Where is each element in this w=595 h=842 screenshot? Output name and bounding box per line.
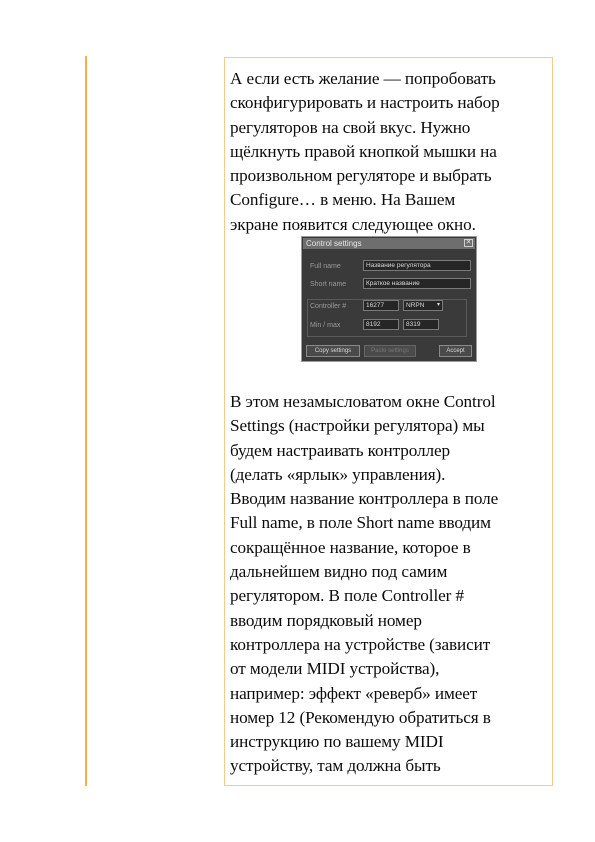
short-name-label: Short name [310, 281, 347, 288]
controller-number-label: Controller # [310, 303, 347, 310]
text-line: например: эффект «реверб» имеет [230, 683, 478, 703]
text-line: регулятором. В поле Controller # [230, 586, 464, 606]
text-line: щёлкнуть правой кнопкой мышки на [230, 141, 497, 161]
controller-type-value: NRPN [406, 302, 425, 309]
copy-settings-button[interactable]: Copy settings [306, 345, 360, 357]
text-line: Settings (настройки регулятора) мы [230, 416, 485, 436]
text-line: сокращённое название, которое в [230, 537, 471, 557]
text-line: Configure… в меню. На Вашем [230, 190, 456, 210]
max-value-field[interactable]: 8319 [403, 319, 439, 330]
text-line: Вводим название контроллера в поле [230, 489, 499, 509]
min-max-label: Min / max [310, 322, 341, 329]
text-line: Full name, в поле Short name вводим [230, 513, 491, 533]
text-line: А если есть желание — попробовать [230, 69, 496, 88]
chevron-down-icon: ▾ [436, 302, 440, 308]
text-line: экране появится следующее окно. [230, 214, 476, 234]
short-name-field[interactable]: Краткое название [363, 278, 471, 289]
text-line: В этом незамысловатом окне Control [230, 392, 496, 411]
text-line: контроллера на устройстве (зависит [230, 634, 491, 654]
text-line: вводим порядковый номер [230, 610, 422, 630]
controller-type-select[interactable] [403, 300, 443, 311]
paste-settings-button[interactable]: Paste settings [364, 345, 416, 357]
text-line: номер 12 (Рекомендую обратиться в [230, 707, 491, 727]
paragraph-explanation [230, 390, 552, 779]
text-line: регуляторов на свой вкус. Нужно [230, 117, 471, 137]
text-line: (делать «ярлык» управления). [230, 464, 446, 484]
text-line: дальнейшем видно под самим [230, 562, 448, 582]
left-margin-rule [85, 56, 87, 786]
min-value-field[interactable]: 8192 [363, 319, 399, 330]
dialog-title: Control settings [306, 239, 362, 248]
text-line: произвольном регуляторе и выбрать [230, 166, 492, 186]
accept-button[interactable]: Accept [439, 345, 472, 357]
close-icon[interactable]: ✕ [465, 239, 472, 246]
full-name-label: Full name [310, 263, 341, 270]
paragraph-intro [230, 67, 552, 237]
text-line: будем настраивать контроллер [230, 440, 450, 460]
text-line: сконфигурировать и настроить набор [230, 93, 500, 113]
controller-number-field[interactable]: 16277 [363, 300, 399, 311]
full-name-field[interactable]: Название регулятора [363, 260, 471, 271]
text-line: от модели MIDI устройства), [230, 659, 440, 679]
text-line: устройству, там должна быть [230, 756, 441, 776]
text-line: инструкцию по вашему MIDI [230, 732, 444, 752]
dialog-titlebar [303, 238, 475, 249]
control-settings-dialog-screenshot [301, 236, 477, 362]
